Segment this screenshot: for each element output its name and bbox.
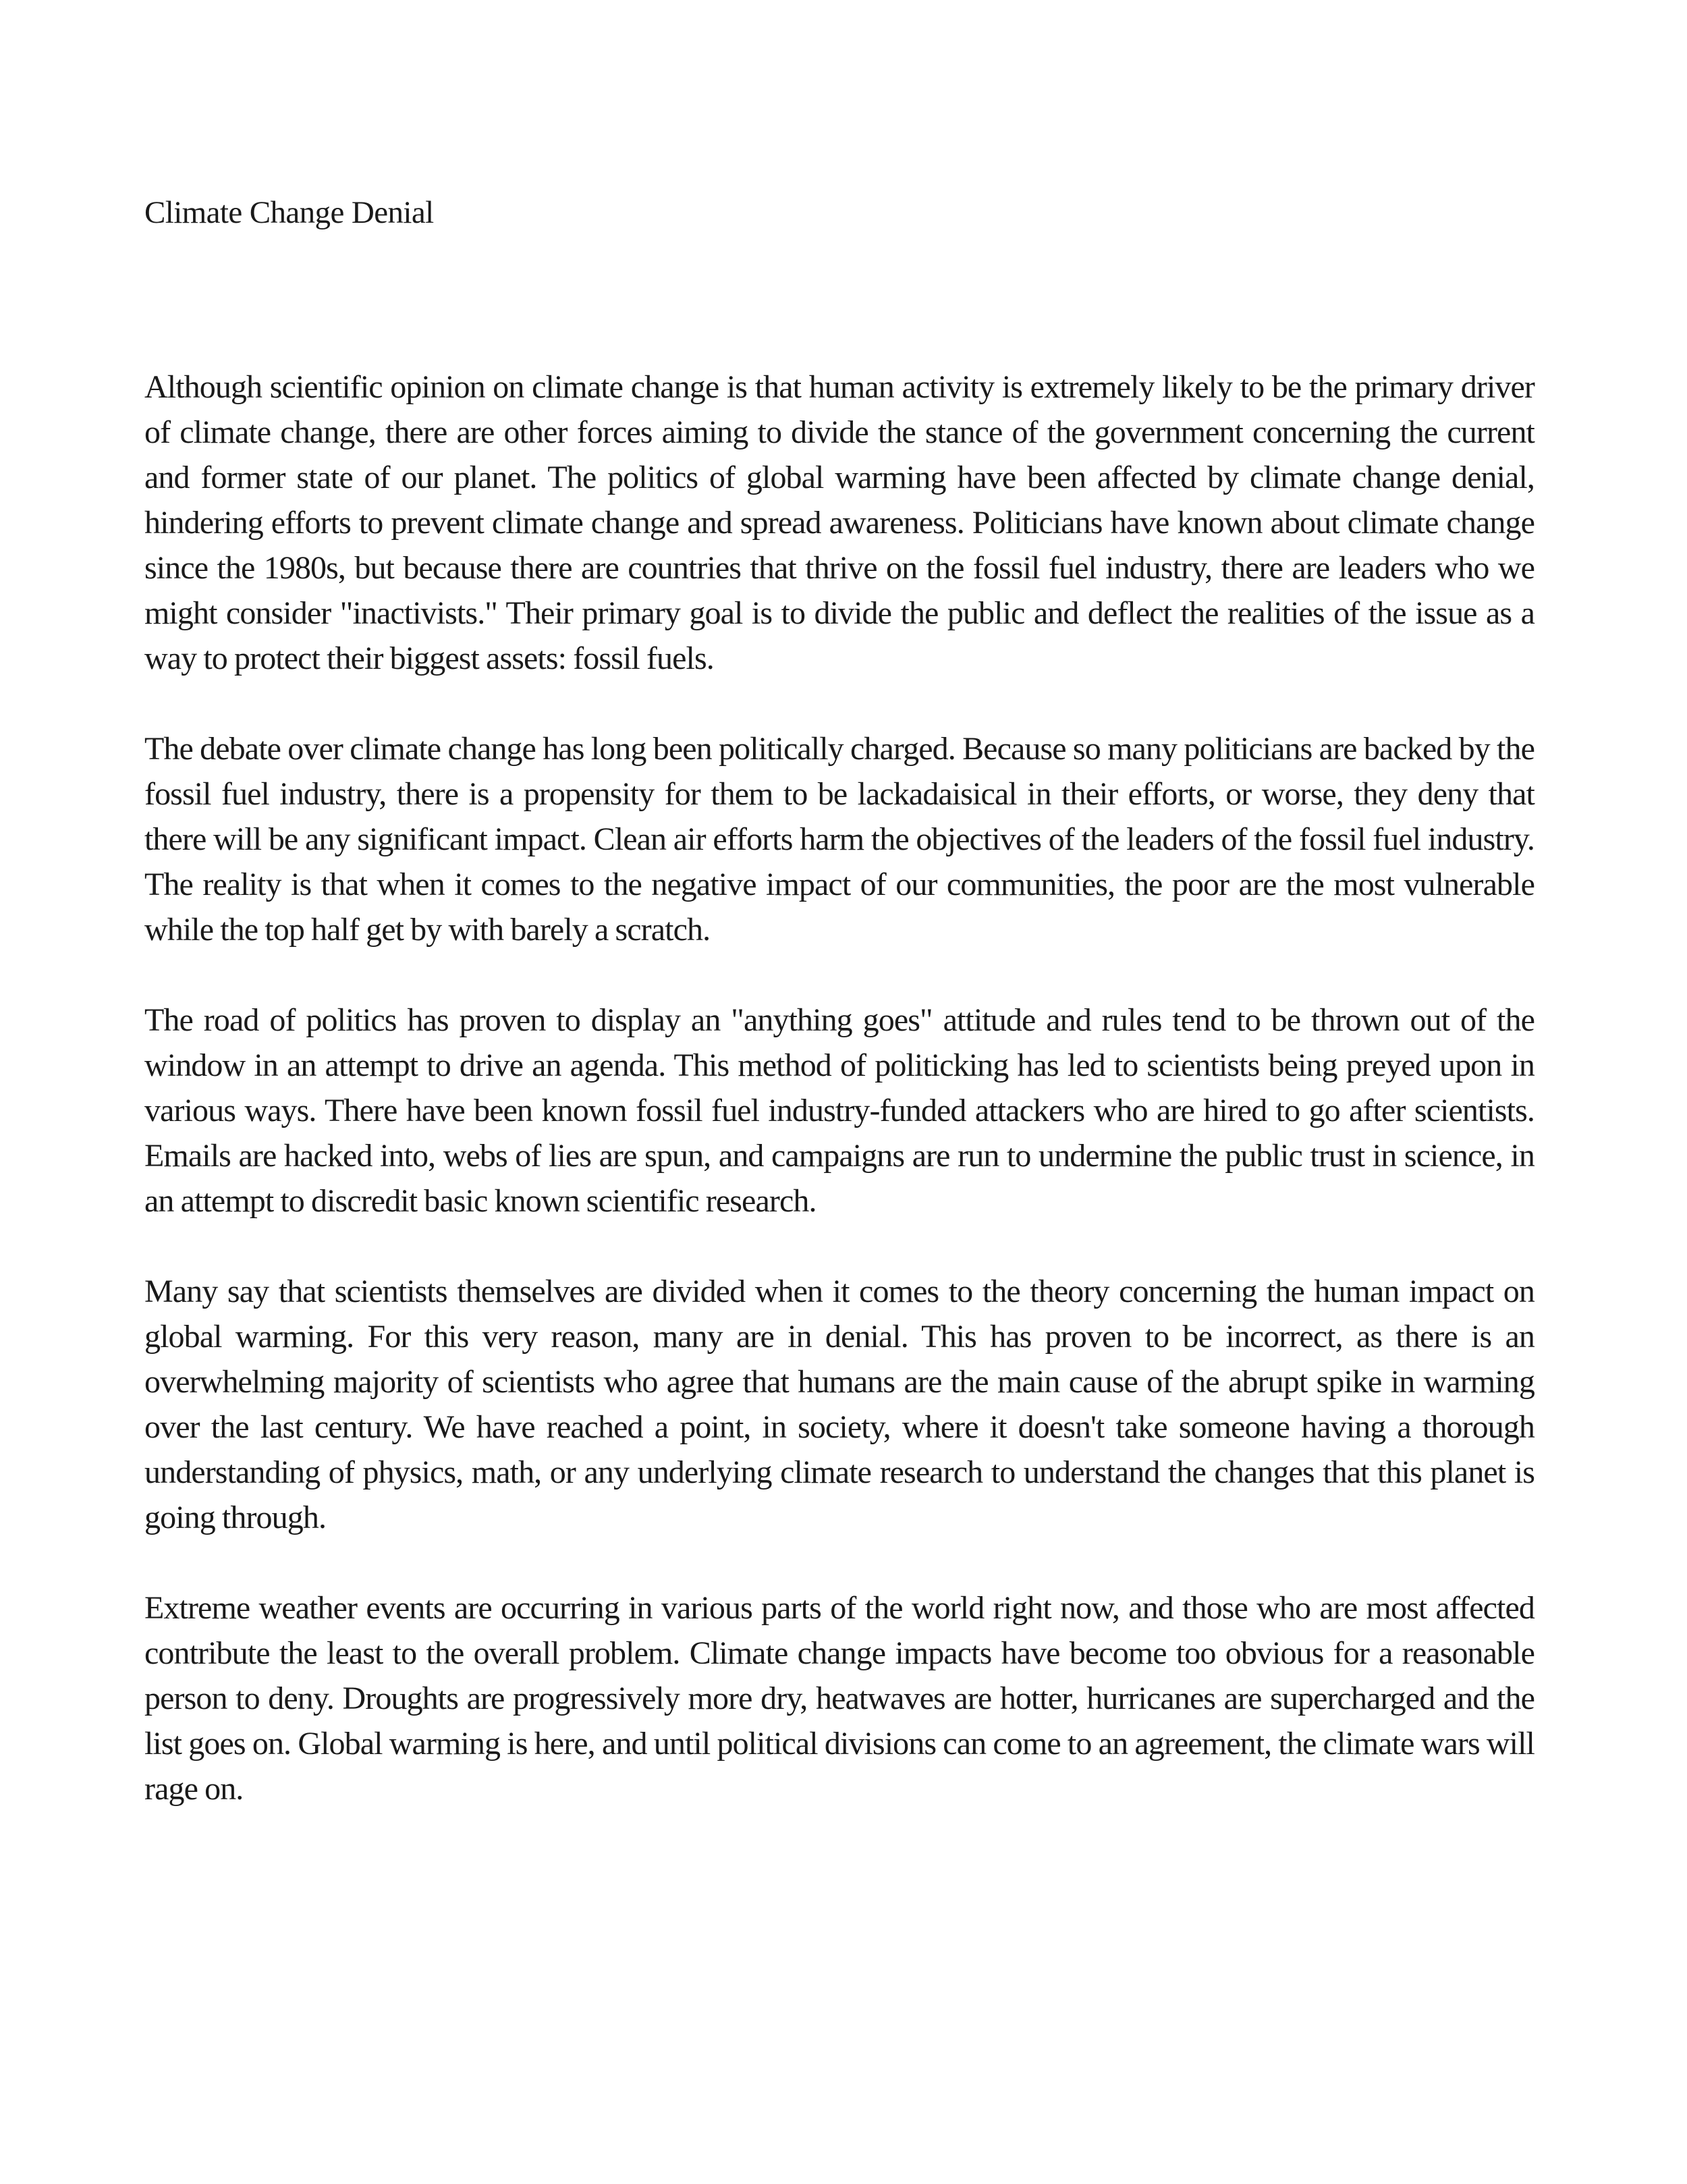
paragraph-1: Although scientific opinion on climate change is that human activity is extremely likely to be the primary driver of climate change, there are other forces aiming to divide the stance of the government concerning the current and former state of our planet. The politics of global warming have been affected by climate change denial, hindering efforts to prevent climate change and spread awareness. Politicians have known about climate change since the 1980s, but because there are countries that thrive on the fossil fuel industry, there are leaders who we might consider "inactivists." Their primary goal is to divide the public and deflect the realities of the issue as a way to protect their biggest assets: fossil fuels. bbox=[144, 369, 1534, 676]
document-body bbox=[144, 364, 1534, 1811]
paragraph-2: The debate over climate change has long been politically charged. Because so many politicians are backed by the fossil fuel industry, there is a propensity for them to be lackadaisical in their efforts, or worse, they deny that there will be any significant impact. Clean air efforts harm the objectives of the leaders of the fossil fuel industry. The reality is that when it comes to the negative impact of our communities, the poor are the most vulnerable while the top half get by with barely a scratch. bbox=[144, 731, 1534, 948]
paragraph-3: The road of politics has proven to display an "anything goes" attitude and rules tend to be thrown out of the window in an attempt to drive an agenda. This method of politicking has led to scientists being preyed upon in various ways. There have been known fossil fuel industry-funded attackers who are hired to go after scientists. Emails are hacked into, webs of lies are spun, and campaigns are run to undermine the public trust in science, in an attempt to discredit basic known scientific research. bbox=[144, 1002, 1534, 1219]
paragraph-4: Many say that scientists themselves are divided when it comes to the theory concerning the human impact on global warming. For this very reason, many are in denial. This has proven to be incorrect, as there is an overwhelming majority of scientists who agree that humans are the main cause of the abrupt spike in warming over the last century. We have reached a point, in society, where it doesn't take someone having a thorough understanding of physics, math, or any underlying climate research to understand the changes that this planet is going through. bbox=[144, 1274, 1534, 1535]
paragraph-5: Extreme weather events are occurring in various parts of the world right now, and those who are most affected contribute the least to the overall problem. Climate change impacts have become too obvious for a reasonable person to deny. Droughts are progressively more dry, heatwaves are hotter, hurricanes are supercharged and the list goes on. Global warming is here, and until political divisions can come to an agreement, the climate wars will rage on. bbox=[144, 1590, 1534, 1807]
document-title: Climate Change Denial bbox=[144, 195, 434, 230]
